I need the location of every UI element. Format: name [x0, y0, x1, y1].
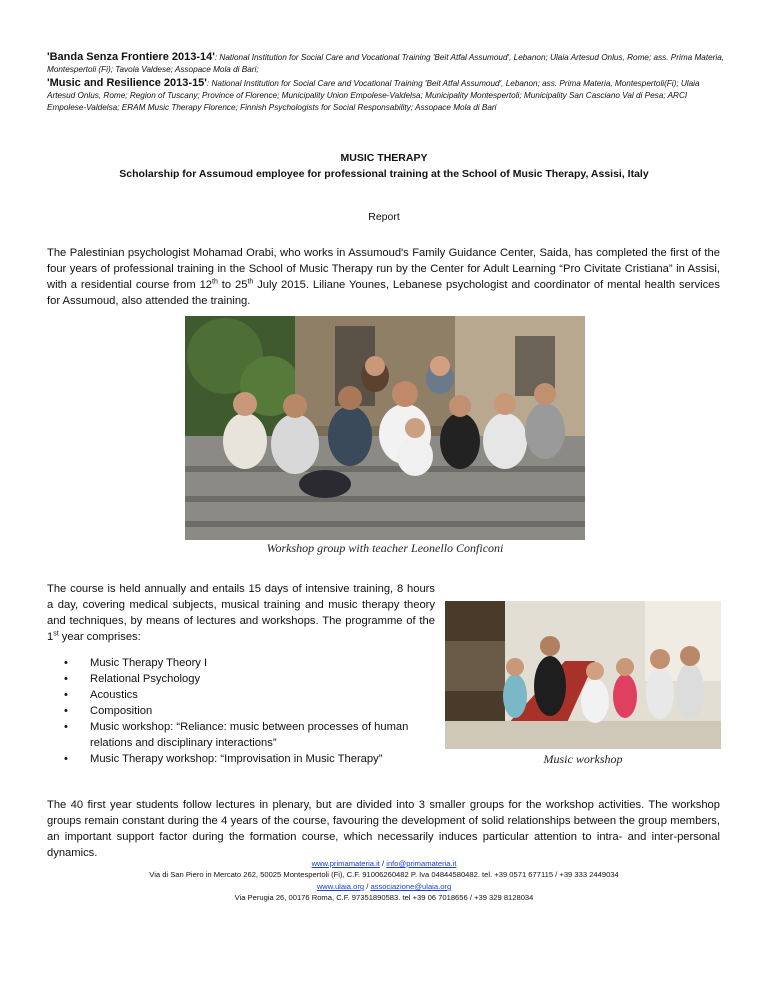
- primamateria-website-link[interactable]: www.primamateria.it: [311, 859, 380, 868]
- ulaia-email-link[interactable]: associazione@ulaia.org: [370, 882, 452, 891]
- header-text-banda: : National Institution for Social Care and Vocational Training 'Beit Atfal Assumoud', Lebanon; Ulaia Artesud Onlus, Rome; ass. Prima Materia, Montespertoli (Fi); Tavola Valdese; Assopace Mola di Bari;: [47, 53, 725, 74]
- bullet-icon: •: [64, 657, 68, 669]
- paragraph-course-part-a: The course is held annually and entails 15 days of intensive training, 8 hours a day, covering medical subjects, musical training and music therapy theory and techniques, by means of lectures and workshops. The programme of the 1: [47, 583, 435, 643]
- bullet-icon: •: [64, 705, 68, 717]
- footer-links-ulaia: [0, 881, 768, 892]
- group-photo-illustration: [185, 316, 585, 540]
- header-title-banda: 'Banda Senza Frontiere 2013-14': [47, 51, 215, 63]
- footer-separator: /: [379, 859, 387, 868]
- footer-links-prima-materia: [0, 858, 768, 869]
- list-item: [62, 687, 434, 703]
- group-photo: [185, 316, 585, 540]
- document-subtitle: Scholarship for Assumoud employee for professional training at the School of Music Therapy, Assisi, Italy: [119, 168, 649, 180]
- paragraph-intro-part-c: July 2015. Liliane Younes, Lebanese psychologist and coordinator of mental health services for Assumoud, also attended the training.: [47, 279, 720, 307]
- ulaia-website-link[interactable]: www.ulaia.org: [316, 882, 365, 891]
- workshop-photo: [445, 601, 721, 749]
- paragraph-course-part-b: year comprises:: [58, 631, 141, 643]
- primamateria-email-link[interactable]: info@primamateria.it: [386, 859, 457, 868]
- header-line-resilience: [47, 77, 727, 114]
- bullet-icon: •: [64, 753, 68, 765]
- paragraph-intro: [47, 245, 720, 309]
- superscript-th-2: th: [247, 278, 254, 286]
- header-text-resilience: : National Institution for Social Care and Vocational Training 'Beit Atfal Assumoud', Lebanon; ass. Prima Materia, Montespertoli(Fi); Ulaia Artesud Onlus, Rome; Region of Tuscany; Province of Florence; Municipality Union Empolese-Valdelsa; Municipality Montespertoli; Municipality San Casciano Val di Pesa; ARCI Empolese-Valdelsa; ERAM Music Therapy Florence; Finnish Psychologists for Social Responsability; Assopace Mola di Bari: [47, 79, 700, 112]
- bullet-icon: •: [64, 721, 68, 733]
- document-title: MUSIC THERAPY: [340, 152, 428, 164]
- paragraph-intro-part-a: The Palestinian psychologist Mohamad Orabi, who works in Assumoud's Family Guidance Center, Saida, has completed the first of the four years of professional training in the School of Music Therapy run by the Center for Adult Learning “Pro Civitate Cristiana” in Assisi, with a residential course from 12: [47, 247, 720, 291]
- bullet-icon: •: [64, 673, 68, 685]
- programme-item-3: Acoustics: [90, 689, 138, 701]
- workshop-photo-caption: Music workshop: [543, 752, 623, 766]
- footer-separator: /: [364, 882, 371, 891]
- programme-item-1: Music Therapy Theory I: [90, 657, 208, 669]
- programme-item-2: Relational Psychology: [90, 673, 201, 685]
- workshop-photo-illustration: [445, 601, 721, 749]
- report-label: Report: [368, 211, 400, 223]
- programme-item-6: Music Therapy workshop: “Improvisation in Music Therapy”: [90, 753, 383, 765]
- group-photo-caption: Workshop group with teacher Leonello Conficoni: [266, 541, 504, 555]
- header-title-resilience: 'Music and Resilience 2013-15': [47, 77, 207, 89]
- superscript-st: st: [53, 630, 59, 638]
- footer-address-prima-materia: Via di San Piero in Mercato 262, 50025 Montespertoli (Fi), C.F. 91006260482 P. Iva 04844580482. tel. +39 0571 677115 / +39 333 2449034: [149, 870, 619, 879]
- list-item: [62, 671, 434, 687]
- paragraph-course: [47, 581, 435, 645]
- programme-item-5: Music workshop: “Reliance: music between processes of human relations and disciplinary interactions”: [90, 721, 409, 749]
- superscript-th-1: th: [212, 278, 218, 286]
- programme-item-4: Composition: [90, 705, 153, 717]
- list-item: [62, 655, 434, 671]
- list-item: [62, 703, 434, 719]
- footer-address-ulaia: Via Perugia 26, 00176 Roma, C.F. 97351890583. tel +39 06 7018656 / +39 329 8128034: [234, 893, 534, 902]
- programme-list: [62, 655, 434, 767]
- bullet-icon: •: [64, 689, 68, 701]
- paragraph-intro-part-b: to 25: [217, 279, 248, 291]
- header-line-banda: [47, 51, 727, 76]
- list-item: [62, 751, 434, 767]
- list-item: [62, 719, 434, 751]
- paragraph-groups: The 40 first year students follow lectures in plenary, but are divided into 3 smaller groups for the workshop activities. The workshop groups remain constant during the 4 years of the course, favouring the development of solid relationships between the group members, an important support factor during the formation course, which necessarily induces particular attention to intra- and inter-personal dynamics.: [47, 799, 720, 859]
